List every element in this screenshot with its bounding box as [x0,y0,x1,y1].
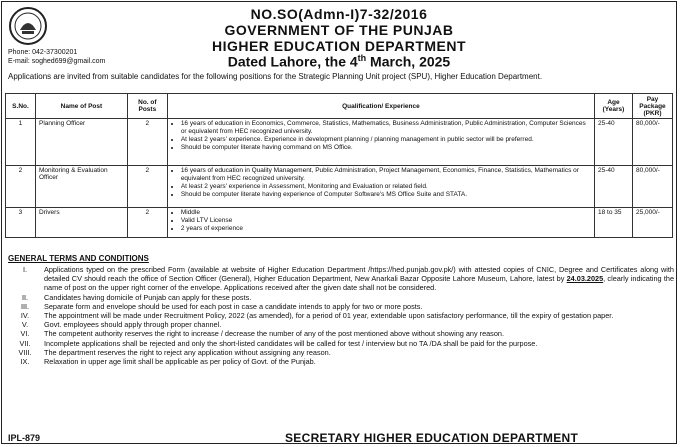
term-text-part: , clearly indicating the name of post on the upper right corner of the envelope. Applications received after the given date shall not be considered. [44,274,674,293]
col-header: Pay Package (PKR) [632,94,672,119]
term-text: Candidates having domicile of Punjab can apply for these posts. [44,292,252,302]
qualification-item: • Valid LTV License [181,217,591,225]
pay-cell: 25,000/- [632,208,672,238]
term-text: Separate form and envelope should be used for each post in case a candidate intends to apply for two or more posts. [44,301,423,311]
qualification-cell [167,208,594,238]
posts-cell: 2 [127,208,167,238]
phone-text: Phone: 042-37300201 [8,49,78,56]
qualification-item: • 16 years of education in Quality Management, Public Administration, Project Management, Economics, Finance, Statistics, Mathematics or equivalent from HEC recognized university. [181,167,591,183]
terms-list [6,265,674,366]
term-number: VII. [19,338,31,348]
term-text [44,265,674,293]
government-title: GOVERNMENT OF THE PUNJAB [224,22,454,38]
qualification-item: • 16 years of education in Economics, Commerce, Statistics, Mathematics, Business Administration, Public Administration, Computer Sciences or equivalent from HEC recognized university. [181,120,591,136]
age-cell: 25-40 [595,166,633,208]
term-text: The appointment will be made under Recruitment Policy, 2022 (as amended), for a period of 01 year, extendable upon satisfactory performance, till the expiry of gestation paper. [44,311,614,321]
term-item [6,339,674,348]
department-title: HIGHER EDUCATION DEPARTMENT [211,38,467,54]
post-cell: Monitoring & Evaluation Officer [35,166,127,208]
qualification-item: • Middle [181,209,591,217]
age-cell: 18 to 35 [595,208,633,238]
term-item [6,293,674,302]
term-number: VIII. [18,347,32,357]
dated-line [2,53,676,70]
posts-cell: 2 [127,166,167,208]
qualification-item: • Should be computer literate having command on MS Office. [181,144,591,152]
term-item [6,265,674,293]
qualification-item: • Should be computer literate having experience of Computer Software's MS Office Suite and STATA. [181,191,591,199]
qualification-item: • At least 2 years' experience. Experience in development planning / planning management in public sector will be preferred. [181,136,591,144]
term-item [6,329,674,338]
term-text: Govt. employees should apply through proper channel. [44,320,222,330]
col-header: S.No. [6,94,36,119]
reference-number: NO.SO(Admn-I)7-32/2016 [250,6,428,22]
qualification-item: • At least 2 years' experience in Assessment, Monitoring and Evaluation or related field. [181,183,591,191]
term-number: V. [21,320,29,330]
terms-title: GENERAL TERMS AND CONDITIONS [8,254,149,263]
signatory: SECRETARY HIGHER EDUCATION DEPARTMENT [285,431,579,444]
intro-paragraph: Applications are invited from suitable candidates for the following positions for the Strategic Planning Unit project (SPU), Higher Education Department. [8,72,543,81]
term-item [6,357,674,366]
term-text: The department reserves the right to reject any application without assigning any reason. [44,347,331,357]
pay-cell: 80,000/- [632,119,672,166]
term-text: Incomplete applications shall be rejected and only the short-listed candidates will be called for test / interview but no TA /DA shall be paid for the purpose. [44,338,538,348]
email-text: E-mail: soghed699@gmail.com [8,58,106,65]
term-item [6,320,674,329]
advertisement [1,1,677,444]
term-number: IV. [20,311,30,321]
table-row [6,166,673,208]
term-number: IX. [20,357,30,367]
col-header: Age (Years) [595,94,633,119]
post-cell: Drivers [35,208,127,238]
sno-cell: 2 [6,166,36,208]
date-prefix: Dated Lahore, the 4 [227,53,358,70]
sno-cell: 3 [6,208,36,238]
sno-cell: 1 [6,119,36,166]
table-row [6,119,673,166]
term-item [6,302,674,311]
term-text-part: Applications typed on the prescribed Form (available at website of Higher Education Department /https://hed.punjab.gov.pk/) with attested copies of CNIC, Degree and Certificates along with detailed CV should reach the office of Section Officer (General), Higher Education Department, New Anarkali Bazar Opposite Lahore Museum, Lahore, latest by [44,265,674,284]
table-row [6,208,673,238]
date-suffix: March, 2025 [366,53,451,70]
term-item [6,311,674,320]
term-number: VI. [20,329,30,339]
col-header: Qualification/ Experience [167,94,594,119]
posts-cell: 2 [127,119,167,166]
term-text: Relaxation in upper age limit shall be applicable as per policy of Govt. of the Punjab. [44,357,316,367]
col-header: No. of Posts [127,94,167,119]
age-cell: 25-40 [595,119,633,166]
post-cell: Planning Officer [35,119,127,166]
term-item [6,348,674,357]
col-header: Name of Post [35,94,127,119]
ad-code: IPL-879 [8,433,41,443]
table-header-row [6,94,673,119]
qualification-item: • 2 years of experience [181,225,591,233]
positions-table [5,93,673,238]
term-number: III. [20,301,30,311]
qualification-cell [167,166,594,208]
pay-cell: 80,000/- [632,166,672,208]
deadline-date: 24.03.2025 [566,274,604,284]
qualification-cell [167,119,594,166]
date-superscript: th [357,53,367,63]
term-text: The competent authority reserves the right to increase / decrease the number of any of the post mentioned above without showing any reason. [44,329,504,339]
term-number: II. [21,292,29,302]
term-number: I. [22,265,28,274]
